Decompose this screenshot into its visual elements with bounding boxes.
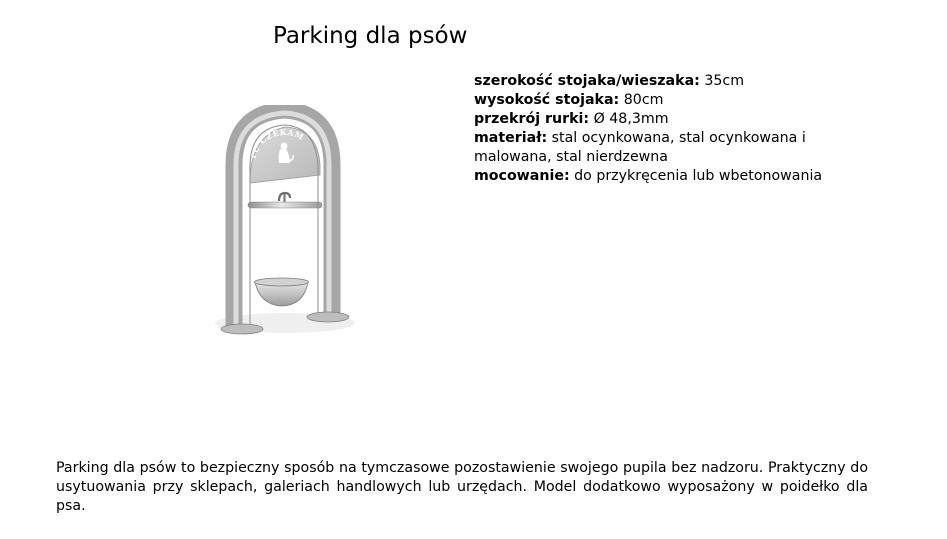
spec-value: stal ocynkowana, stal ocynkowana i malowana, stal nierdzewna xyxy=(474,130,806,165)
spec-label: materiał: xyxy=(474,130,548,146)
rack-drawing xyxy=(200,105,360,345)
water-bowl xyxy=(255,278,309,306)
rack-sign-text: TU CZEKAM xyxy=(247,127,306,161)
spec-material xyxy=(474,129,874,167)
spec-label: szerokość stojaka/wieszaka: xyxy=(474,73,700,89)
spec-tube-section xyxy=(474,110,874,129)
product-description: Parking dla psów to bezpieczny sposób na tymczasowe pozostawienie swojego pupila bez nadzoru. Praktyczny do usytuowania przy sklepach, galeriach handlowych lub urzędach. Model dodatkowo wyposażony w poidełko dla psa. xyxy=(56,460,868,514)
rack-crossbar xyxy=(248,202,322,208)
spec-height xyxy=(474,91,874,110)
spec-value: 80cm xyxy=(619,92,664,108)
spec-width xyxy=(474,72,874,91)
rack-base-plate-left xyxy=(221,324,263,334)
spec-value: Ø 48,3mm xyxy=(589,111,669,127)
spec-label: mocowanie: xyxy=(474,168,570,184)
spec-value: 35cm xyxy=(699,73,745,89)
page-title: Parking dla psów xyxy=(273,23,468,49)
rack-base-plate-right xyxy=(307,312,349,322)
spec-label: przekrój rurki: xyxy=(474,111,590,127)
spec-value: do przykręcenia lub wbetonowania xyxy=(569,168,823,184)
spec-list xyxy=(474,72,874,186)
rack-hook-stem xyxy=(284,193,286,203)
dog-parking-rack-illustration xyxy=(200,105,360,345)
spec-mounting xyxy=(474,167,874,186)
spec-label: wysokość stojaka: xyxy=(474,92,620,108)
